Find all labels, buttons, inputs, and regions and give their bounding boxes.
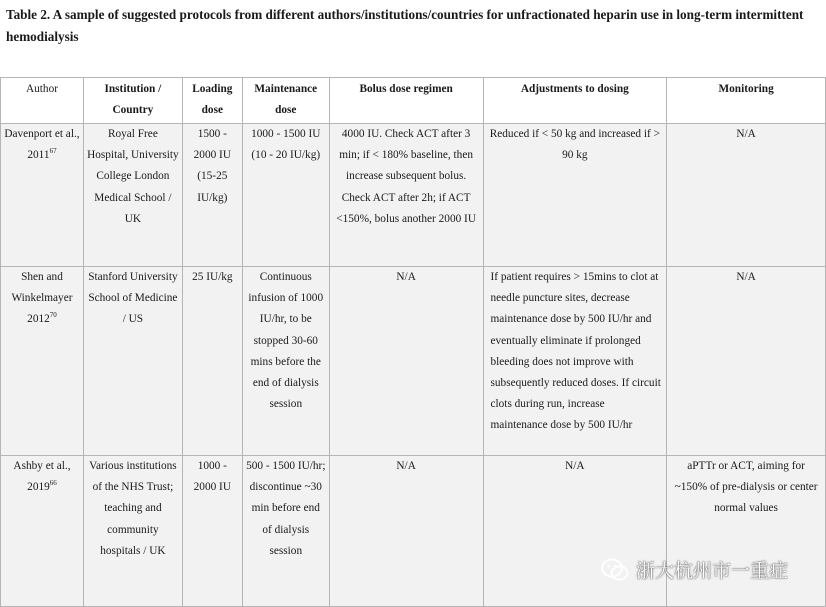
author-name: Shen and Winkelmayer 2012 — [11, 271, 73, 326]
author-name: Ashby et al., 2019 — [13, 460, 71, 494]
author-name: Davenport et al., 2011 — [4, 128, 80, 162]
protocol-table — [0, 77, 826, 607]
header-author: Author — [1, 78, 84, 124]
header-maintenance-dose: Maintenance dose — [242, 78, 329, 124]
cell-loading-dose: 1500 - 2000 IU (15-25 IU/kg) — [182, 124, 242, 267]
cell-author — [1, 267, 84, 456]
cell-author — [1, 124, 84, 267]
cell-institution: Various institutions of the NHS Trust; teaching and community hospitals / UK — [83, 456, 182, 607]
header-monitoring: Monitoring — [667, 78, 826, 124]
cell-author — [1, 456, 84, 607]
watermark-text: 浙大杭州市一重症 — [636, 560, 789, 582]
table-row — [1, 456, 826, 607]
cell-bolus-dose: 4000 IU. Check ACT after 3 min; if < 180% baseline, then increase subsequent bolus. Check ACT after 2h; if ACT <150%, bolus another 2000 IU — [329, 124, 483, 267]
cell-bolus-dose: N/A — [329, 267, 483, 456]
header-bolus-dose: Bolus dose regimen — [329, 78, 483, 124]
header-adjustments: Adjustments to dosing — [483, 78, 667, 124]
wechat-icon — [600, 557, 630, 583]
header-institution: Institution / Country — [83, 78, 182, 124]
cell-institution: Royal Free Hospital, University College London Medical School / UK — [83, 124, 182, 267]
cell-institution: Stanford University School of Medicine / US — [83, 267, 182, 456]
cell-loading-dose: 1000 - 2000 IU — [182, 456, 242, 607]
cell-monitoring: N/A — [667, 124, 826, 267]
cell-maintenance-dose: 500 - 1500 IU/hr; discontinue ~30 min before end of dialysis session — [242, 456, 329, 607]
watermark — [600, 556, 788, 583]
reference-number: 67 — [49, 147, 57, 156]
cell-adjustments: Reduced if < 50 kg and increased if > 90 kg — [483, 124, 667, 267]
cell-maintenance-dose: Continuous infusion of 1000 IU/hr, to be stopped 30-60 mins before the end of dialysis session — [242, 267, 329, 456]
header-row — [1, 78, 826, 124]
cell-monitoring: N/A — [667, 267, 826, 456]
cell-bolus-dose: N/A — [329, 456, 483, 607]
cell-adjustments: N/A — [483, 456, 667, 607]
reference-number: 70 — [49, 311, 57, 320]
cell-maintenance-dose: 1000 - 1500 IU (10 - 20 IU/kg) — [242, 124, 329, 267]
cell-adjustments: If patient requires > 15mins to clot at needle puncture sites, decrease maintenance dose by 500 IU/hr and eventually eliminate if prolonged bleeding does not improve with subsequently reduced doses. If circuit clots during run, increase maintenance dose by 500 IU/hr — [483, 267, 667, 456]
table-caption: Table 2. A sample of suggested protocols from different authors/institutions/countries for unfractionated heparin use in long-term intermittent hemodialysis — [6, 7, 804, 44]
header-loading-dose: Loading dose — [182, 78, 242, 124]
cell-loading-dose: 25 IU/kg — [182, 267, 242, 456]
table-row — [1, 267, 826, 456]
cell-monitoring: aPTTr or ACT, aiming for ~150% of pre-dialysis or center normal values — [667, 456, 826, 607]
reference-number: 66 — [49, 479, 57, 488]
table-row — [1, 124, 826, 267]
